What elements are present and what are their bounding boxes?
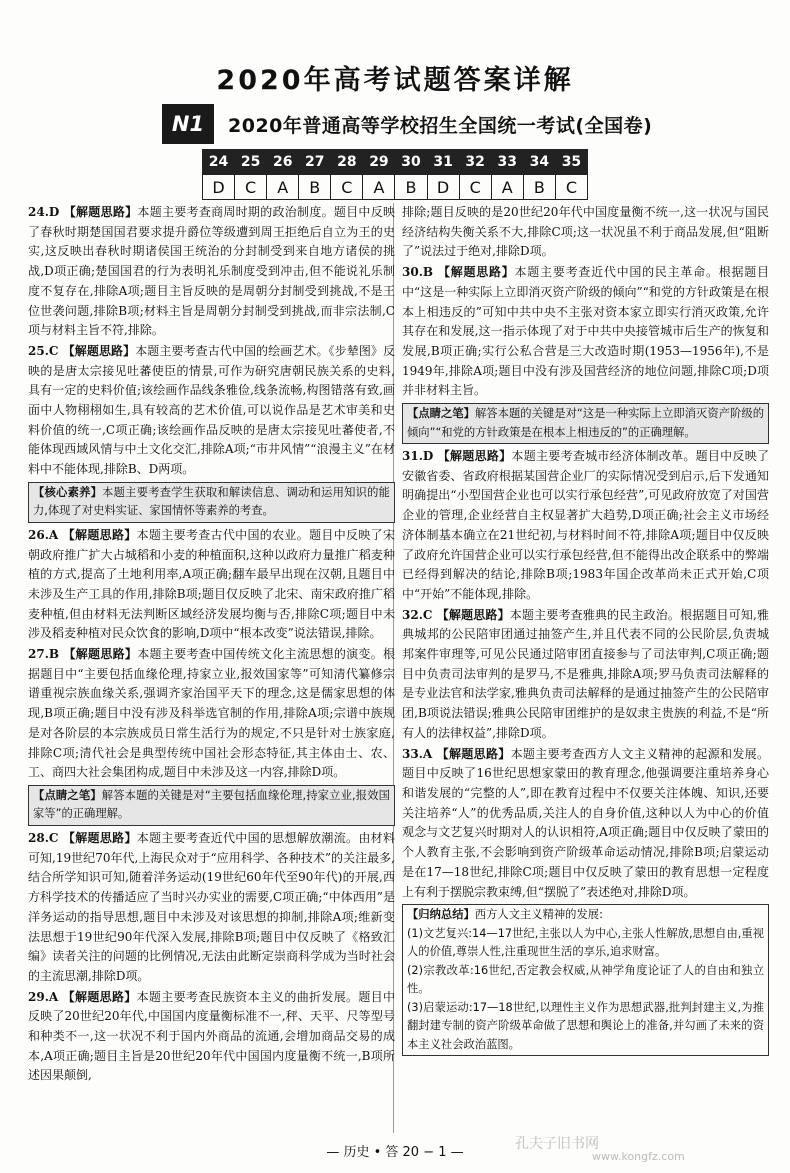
explanation-text: 本题主要考查民族资本主义的曲折发展。题目中反映了20世纪20年代,中国国内度量衡标准不一,秤、天平、尺等型号和种类不一,这一状况不利于国内外商品的流通,会增加商品交易的成本,A项正确;题目主旨是20世纪20年代中国国内度量衡不统一,B项所述因果颠倒, xyxy=(28,989,395,1083)
note-label: 【核心素养】 xyxy=(33,485,103,499)
answer-explanation xyxy=(402,606,769,744)
explanation-text: 本题主要考查中国传统文化主流思想的演变。根据题目中“主要包括血缘伦理,持家立业,报效国家等”可知清代纂修宗谱重视宗族血缘关系,强调齐家治国平天下的理念,这是儒家思想的体现,B项正确;题目中没有涉及科举选官制的作用,排除A项;宗谱中族规是对各阶层的本宗族成员日常生活行为的规定,不只是针对士族家庭,排除C项;清代社会是典型传统中国社会形态特征,其主体由士、农、工、商四大社会集团构成,题目中未涉及这一内容,排除D项。 xyxy=(28,647,395,780)
answer-explanation xyxy=(28,203,395,341)
question-number-cell: 34 xyxy=(523,150,555,175)
explanation-label: 25.C 【解题思路】 xyxy=(28,343,136,358)
answer-table xyxy=(202,149,588,200)
explanation-text: 本题主要考查近代中国的思想解放潮流。由材料可知,19世纪70年代,上海民众对于“应用科学、各种技术”的关注最多,结合所学知识可知,随着洋务运动(19世纪60年代至90年代)的开展,西方科学技术的传播适应了当时兴办实业的需要,C项正确;“中体西用”是洋务运动的指导思想,题目中未涉及对该思想的抑制,排除A项;维新变法思想于19世纪90年代深入发展,排除B项;题目中仅反映了《格致汇编》读者关注的问题的比例情况,无法由此断定崇商科学成为当时社会的主流思潮,排除D项。 xyxy=(28,830,395,983)
question-number-cell: 27 xyxy=(299,150,331,175)
explanation-text: 本题主要考查西方人文主义精神的起源和发展。题目中反映了16世纪思想家蒙田的教育理念,他强调要注重培养身心和谐发展的“完整的人”,即在教育过程中不仅要关注体魄、知识,还要关注培养“人”的优秀品质,关注人的自身价值,这种以人为中心的价值观念与文艺复兴时期对人的认识相符,A项正确;题目中仅反映了蒙田的个人教育主张,不会影响到资产阶级革命运动情况,排除B项;启蒙运动是在17—18世纪,排除C项;题目中仅反映了蒙田的教育思想一定程度上有利于摆脱宗教束缚,但“摆脱了”表述绝对,排除D项。 xyxy=(402,746,769,899)
answer-numbers-row xyxy=(203,150,588,175)
explanation-text: 本题主要考查城市经济体制改革。题目中反映了安徽省委、省政府根据某国营企业厂的实际情况受到启示,后下发通知明确提出“小型国营企业也可以实行承包经营”,可见政府放宽了对国营企业的管理,企业经营自主权显著扩大趋势,D项正确;社会主义市场经济体制基本确立在21世纪初,与材料时间不符,排除A项;题目中仅反映了政府允许国营企业可以实行承包经营,但不能得出改企联系中的弊端已经得到解决的结论,排除B项;1983年国企改革尚未正式开始,C项中“开始”不能体现,排除。 xyxy=(402,449,769,601)
answer-letter-cell: B xyxy=(299,175,331,200)
question-number-cell: 33 xyxy=(491,150,523,175)
answer-letters-row xyxy=(203,175,588,200)
answer-explanation xyxy=(402,203,769,262)
watermark-text: 孔夫子旧书网 xyxy=(515,1136,599,1152)
explanation-label: 24.D 【解题思路】 xyxy=(28,205,138,219)
explanation-text: 本题主要考查商周时期的政治制度。题目中反映了春秋时期楚国国君要求提升爵位等级遭到周王拒绝后自立为王的史实,这反映出春秋时期诸侯国王统治的分封制受到来自地方诸侯的挑战,D项正确;楚国国君的行为表明礼乐制度受到冲击,但不能说礼乐制度不复存在,排除A项;题目主旨反映的是周朝分封制受到挑战,不是王位世袭问题,排除B项;材料主旨是周朝分封制受到挑战,而非宗法制,C项与材料主旨不符,排除。 xyxy=(28,205,395,338)
explanation-text: 本题主要考查古代中国的绘画艺术。《步辇图》反映的是唐太宗接见吐蕃使臣的情景,可作为研究唐朝民族关系的史料,具有一定的史料价值;该绘画作品线条雅俭,线条流畅,构图错落有致,画面中人物栩栩如生,具有较高的艺术价值,可以说作品是艺术审美和史料价值的统一,C项正确;该绘画作品反映的是唐太宗接见吐蕃使者,不能体现西域风情与中土文化交汇,排除A项;“市井风情”“浪漫主义”在材料中不能体现,排除B、D两项。 xyxy=(28,343,395,477)
answer-letter-cell: C xyxy=(331,175,363,200)
question-number-cell: 30 xyxy=(395,150,427,175)
question-number-cell: 31 xyxy=(427,150,459,175)
answer-letter-cell: C xyxy=(459,175,491,200)
answer-letter-cell: C xyxy=(555,175,587,200)
question-number-cell: 24 xyxy=(203,150,235,175)
exam-title: 2020年普通高等学校招生全国统一考试(全国卷) xyxy=(228,114,653,137)
note-box xyxy=(28,785,395,826)
answer-letter-cell: A xyxy=(363,175,395,200)
answer-letter-cell: D xyxy=(203,175,235,200)
answer-explanation xyxy=(28,829,395,987)
question-number-cell: 35 xyxy=(555,150,587,175)
explanation-label: 31.D 【解题思路】 xyxy=(402,449,512,464)
summary-item: (2)宗教改革:16世纪,否定教会权威,从神学角度论证了人的自由和独立性。 xyxy=(407,963,764,996)
answer-explanation xyxy=(28,342,395,480)
section-badge: N1 xyxy=(162,104,214,144)
watermark-url: www.kongfz.com xyxy=(592,1150,685,1163)
explanation-text: 本题主要考查雅典的民主政治。根据题目可知,雅典城邦的公民陪审团通过抽签产生,并且代表不同的公民阶层,负责城邦案件审理等,可见公民通过陪审团直接参与了司法审判,C项正确;题目中负责司法审判的是罗马,不是雅典,排除A项;罗马负责司法解释的是专业法官和法学家,雅典负责司法解释的是通过抽签产生的公民陪审团,B项说法错误;雅典公民陪审团维护的是奴隶主贵族的利益,不是“所有人的法律权益”,排除D项。 xyxy=(402,607,769,740)
note-text: 本题主要考查学生获取和解读信息、调动和运用知识的能力,体现了对史料实证、家国情怀等素养的考查。 xyxy=(33,485,390,518)
answer-letter-cell: A xyxy=(267,175,299,200)
explanation-text: 本题主要考查古代中国的农业。题目中反映了宋朝政府推广扩大占城稻和小麦的种植面积,这种以政府力量推广稻麦种植的方式,提高了土地利用率,A项正确;翻车最早出现在汉朝,且题目中未涉及生产工具的作用,排除B项;题目仅反映了北宋、南宋政府推广稻麦种植,但由材料无法判断区域经济发展均衡与否,排除C项;题目中未涉及稻麦种植对民众饮食的影响,D项中“根本改变”说法错误,排除。 xyxy=(28,527,395,641)
question-number-cell: 26 xyxy=(267,150,299,175)
explanation-label: 30.B 【解题思路】 xyxy=(402,265,515,280)
answer-explanation xyxy=(28,988,395,1087)
question-number-cell: 32 xyxy=(459,150,491,175)
note-text: 西方人文主义精神的发展: xyxy=(474,908,603,922)
summary-item: (1)文艺复兴:14—17世纪,主张以人为中心,主张人性解放,思想自由,重视人的价值,尊崇人性,注重现世生活的享乐,追求财富。 xyxy=(407,926,764,959)
left-column xyxy=(28,203,395,1135)
note-text: 解答本题的关键是对“这是一种实际上立即消灭资产阶级的倾向”“和党的方针政策是在根本上相违反的”的正确理解。 xyxy=(407,407,764,439)
note-text: 解答本题的关键是对“主要包括血缘伦理,持家立业,报效国家等”的正确理解。 xyxy=(33,788,390,821)
page-footer: — 历史 • 答 20 − 1 — xyxy=(326,1145,464,1160)
explanation-text: 排除;题目反映的是20世纪20年代中国度量衡不统一,这一状况与国民经济结构失衡关系不大,排除C项;这一状况虽不利于商品发展,但“阻断了”说法过于绝对,排除D项。 xyxy=(402,205,769,259)
answer-letter-cell: B xyxy=(523,175,555,200)
note-box xyxy=(28,482,395,523)
answer-explanation xyxy=(402,745,769,903)
note-label: 【归纳总结】 xyxy=(407,908,475,922)
answer-explanation xyxy=(402,263,769,401)
note-label: 【点睛之笔】 xyxy=(407,407,475,421)
explanation-text: 本题主要考查近代中国的民主革命。根据题目中“这是一种实际上立即消灭资产阶级的倾向”“和党的方针政策是在根本上相违反的”可知中共中央不主张对资本家立即实行消灭政策,允许其存在和发展,这一指示体现了对于中共中央接管城市后生产的恢复和发展,B项正确;实行公私合营是三大改造时期(1953—1956年),不是1949年,排除A项;题目中没有涉及国营经济的地位问题,排除C项;D项并非材料主旨。 xyxy=(402,265,769,398)
summary-box xyxy=(402,904,769,1056)
question-number-cell: 29 xyxy=(363,150,395,175)
summary-item: (3)启蒙运动:17—18世纪,以理性主义作为思想武器,批判封建主义,为推翻封建专制的资产阶级革命做了思想和舆论上的准备,并勾画了未来的资本主义社会政治蓝图。 xyxy=(407,1000,764,1051)
answer-letter-cell: D xyxy=(427,175,459,200)
exam-header xyxy=(162,104,652,144)
note-box xyxy=(402,403,769,444)
answer-explanation xyxy=(402,447,769,605)
answer-explanation xyxy=(28,526,395,644)
answer-explanation xyxy=(28,645,395,783)
explanation-label: 32.C 【解题思路】 xyxy=(402,607,510,622)
answer-letter-cell: A xyxy=(491,175,523,200)
answer-letter-cell: C xyxy=(235,175,267,200)
explanation-label: 33.A 【解题思路】 xyxy=(402,746,511,761)
explanation-label: 27.B 【解题思路】 xyxy=(28,647,138,662)
note-label: 【点睛之笔】 xyxy=(33,788,102,802)
answer-letter-cell: B xyxy=(395,175,427,200)
question-number-cell: 25 xyxy=(235,150,267,175)
question-number-cell: 28 xyxy=(331,150,363,175)
right-column xyxy=(402,203,769,1135)
explanation-label: 29.A 【解题思路】 xyxy=(28,989,137,1004)
explanation-label: 28.C 【解题思路】 xyxy=(28,830,137,845)
page-title: 2020年高考试题答案详解 xyxy=(216,65,574,96)
explanation-label: 26.A 【解题思路】 xyxy=(28,527,137,542)
